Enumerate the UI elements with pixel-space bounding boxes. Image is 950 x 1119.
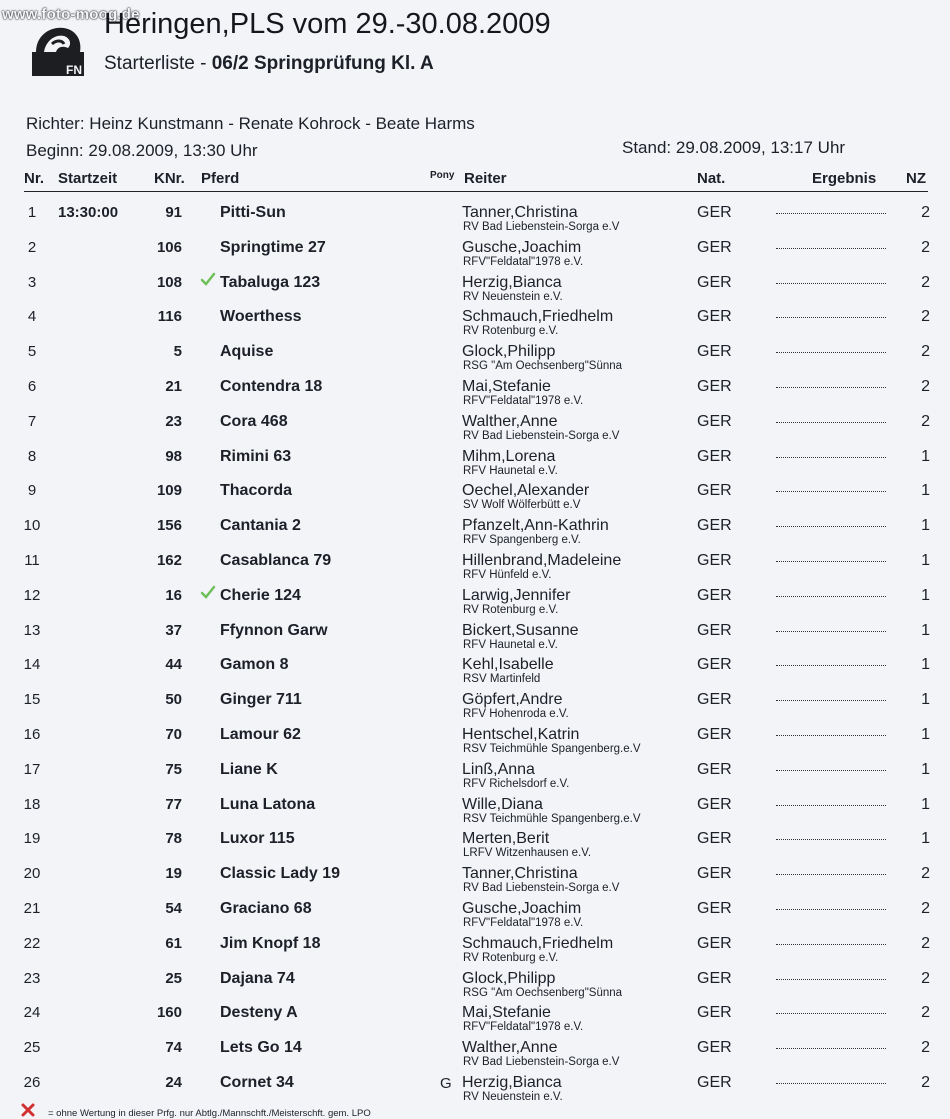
row-ergebnis-blank [776, 1013, 886, 1014]
row-horse: Contendra 18 [220, 378, 323, 395]
row-rider: Schmauch,Friedhelm [462, 934, 614, 952]
row-nat: GER [697, 760, 732, 778]
row-nr: 3 [27, 273, 37, 291]
row-horse: Jim Knopf 18 [220, 934, 321, 952]
row-knr: 116 [157, 308, 182, 326]
row-nz: 2 [921, 934, 930, 952]
row-nz: 2 [921, 273, 930, 291]
row-club: RFV"Feldatal"1978 e.V. [463, 917, 584, 929]
row-nat: GER [697, 900, 732, 917]
row-nat: GER [697, 517, 732, 535]
row-ergebnis-blank [776, 283, 886, 284]
table-row [0, 830, 950, 864]
row-knr: 5 [173, 343, 182, 361]
table-row [0, 552, 950, 586]
row-nz: 2 [921, 378, 930, 395]
footer-note: = ohne Wertung in dieser Prfg. nur Abtlg./Mannschft./Meisterschft. gem. LPO [48, 1108, 371, 1119]
row-club: RSG "Am Oechsenberg"Sünna [463, 360, 623, 373]
row-nat: GER [697, 726, 732, 743]
row-club: RV Rotenburg e.V. [463, 603, 559, 616]
judges-line: Richter: Heinz Kunstmann - Renate Kohrock - Beate Harms [26, 114, 475, 133]
row-knr: 44 [165, 656, 182, 674]
row-knr: 25 [165, 969, 182, 987]
row-nz: 2 [921, 238, 930, 256]
row-club: RFV"Feldatal"1978 e.V. [463, 255, 584, 268]
row-nz: 1 [921, 830, 930, 848]
row-rider: Merten,Berit [462, 830, 550, 848]
row-club: RV Bad Liebenstein-Sorga e.V [463, 882, 620, 895]
row-horse: Liane K [220, 760, 278, 778]
row-knr: 16 [165, 586, 182, 604]
row-nat: GER [697, 308, 732, 326]
row-nz: 1 [921, 691, 930, 709]
row-nat: GER [697, 552, 732, 569]
row-club: RFV Hünfeld e.V. [463, 569, 552, 581]
row-nr: 13 [23, 621, 41, 639]
row-nr: 16 [23, 726, 41, 743]
table-row [0, 343, 950, 377]
row-nr: 25 [23, 1039, 41, 1057]
row-horse: Tabaluga 123 [220, 273, 321, 291]
row-knr: 19 [165, 865, 182, 883]
row-horse: Casablanca 79 [220, 552, 332, 569]
table-row [0, 204, 950, 238]
row-club: RFV Haunetal e.V. [463, 464, 558, 477]
row-nat: GER [697, 586, 732, 604]
row-nat: GER [697, 343, 732, 361]
row-nz: 2 [921, 1074, 930, 1091]
row-rider: Gusche,Joachim [462, 238, 582, 256]
table-row [0, 482, 950, 516]
row-horse: Cherie 124 [220, 586, 301, 604]
row-rider: Tanner,Christina [462, 204, 578, 221]
row-horse: Cora 468 [220, 412, 288, 430]
row-horse: Desteny A [220, 1004, 298, 1022]
row-horse: Pitti-Sun [220, 204, 286, 221]
row-ergebnis-blank [776, 596, 886, 597]
row-club: RSV Teichmühle Spangenberg.e.V [463, 743, 641, 755]
row-club: RFV Haunetal e.V. [463, 638, 558, 651]
row-ergebnis-blank [776, 909, 886, 910]
row-rider: Mai,Stefanie [462, 378, 551, 395]
row-club: RV Neuenstein e.V. [463, 290, 563, 303]
row-nr: 20 [23, 865, 41, 883]
row-nat: GER [697, 934, 732, 952]
col-header-nz: NZ [906, 170, 926, 187]
row-club: RSG "Am Oechsenberg"Sünna [463, 986, 623, 999]
row-knr: 75 [165, 760, 182, 778]
table-row [0, 587, 950, 621]
row-horse: Luna Latona [220, 795, 316, 813]
row-nr: 22 [23, 934, 41, 952]
row-nat: GER [697, 378, 732, 395]
row-nat: GER [697, 412, 732, 430]
table-row [0, 935, 950, 969]
row-knr: 160 [156, 1004, 182, 1022]
row-club: RSV Teichmühle Spangenberg.e.V [463, 812, 641, 825]
row-ergebnis-blank [776, 979, 886, 980]
row-horse: Cornet 34 [220, 1074, 294, 1091]
row-nr: 24 [23, 1004, 41, 1022]
row-nz: 2 [921, 865, 930, 883]
row-nr: 15 [23, 691, 41, 709]
row-knr: 70 [165, 726, 182, 743]
row-nz: 1 [921, 586, 930, 604]
row-nat: GER [697, 969, 732, 987]
table-row [0, 308, 950, 342]
row-nr: 9 [27, 482, 37, 500]
row-nr: 7 [27, 412, 37, 430]
row-ergebnis-blank [776, 665, 886, 666]
row-nz: 2 [921, 900, 930, 917]
row-nat: GER [697, 273, 732, 291]
col-header-ergebnis: Ergebnis [812, 170, 877, 187]
begin-line: Beginn: 29.08.2009, 13:30 Uhr [26, 141, 258, 160]
row-nz: 2 [921, 969, 930, 987]
table-row [0, 970, 950, 1004]
row-ergebnis-blank [776, 248, 886, 249]
row-nat: GER [697, 830, 732, 848]
checkmark-icon [200, 584, 216, 600]
table-row [0, 413, 950, 447]
row-horse: Lamour 62 [220, 726, 301, 743]
row-horse: Ffynnon Garw [220, 621, 328, 639]
row-ergebnis-blank [776, 457, 886, 458]
table-row [0, 1074, 950, 1108]
row-nr: 18 [23, 795, 41, 813]
row-nr: 8 [27, 447, 37, 465]
row-knr: 21 [165, 378, 182, 395]
row-nz: 2 [921, 204, 930, 221]
table-row [0, 448, 950, 482]
row-ergebnis-blank [776, 352, 886, 353]
table-row [0, 796, 950, 830]
row-rider: Glock,Philipp [462, 343, 556, 361]
row-knr: 61 [165, 934, 182, 952]
table-row [0, 761, 950, 795]
row-rider: Pfanzelt,Ann-Kathrin [462, 517, 609, 535]
table-row [0, 378, 950, 412]
table-row [0, 239, 950, 273]
row-rider: Walther,Anne [462, 1039, 558, 1057]
row-ergebnis-blank [776, 631, 886, 632]
row-knr: 24 [165, 1074, 182, 1091]
row-nat: GER [697, 691, 732, 709]
col-header-nat: Nat. [697, 170, 726, 187]
row-nat: GER [697, 482, 732, 500]
row-nr: 19 [23, 830, 41, 848]
competition-name: 06/2 Springprüfung Kl. A [211, 53, 434, 74]
row-rider: Larwig,Jennifer [462, 586, 571, 604]
row-nr: 12 [23, 586, 41, 604]
row-rider: Linß,Anna [462, 760, 535, 778]
row-rider: Tanner,Christina [462, 865, 578, 883]
row-rider: Bickert,Susanne [462, 621, 579, 639]
row-nz: 1 [921, 726, 930, 743]
row-ergebnis-blank [776, 491, 886, 492]
row-nz: 1 [921, 795, 930, 813]
row-club: LRFV Witzenhausen e.V. [463, 847, 592, 860]
row-nz: 1 [921, 552, 930, 569]
col-header-reiter: Reiter [464, 170, 507, 187]
row-horse: Woerthess [220, 308, 302, 326]
row-club: RV Rotenburg e.V. [463, 951, 559, 964]
row-nat: GER [697, 1039, 732, 1057]
table-row [0, 517, 950, 551]
row-nz: 2 [921, 1039, 930, 1057]
table-row [0, 1039, 950, 1073]
row-rider: Gusche,Joachim [462, 900, 582, 917]
row-knr: 109 [156, 482, 182, 500]
row-rider: Oechel,Alexander [462, 482, 590, 500]
row-horse: Gamon 8 [220, 656, 289, 674]
row-ergebnis-blank [776, 770, 886, 771]
row-nz: 1 [921, 447, 930, 465]
row-rider: Herzig,Bianca [462, 1074, 562, 1091]
row-knr: 91 [165, 204, 182, 221]
row-nz: 1 [921, 482, 930, 500]
row-rider: Herzig,Bianca [462, 273, 562, 291]
row-club: RFV"Feldatal"1978 e.V. [463, 1021, 584, 1034]
row-nr: 17 [23, 760, 41, 778]
row-nz: 1 [921, 760, 930, 778]
row-club: RV Bad Liebenstein-Sorga e.V [463, 429, 620, 442]
row-knr: 23 [165, 412, 182, 430]
row-horse: Aquise [220, 343, 274, 361]
row-nr: 11 [24, 552, 40, 569]
col-header-nr: Nr. [24, 170, 45, 187]
row-rider: Kehl,Isabelle [462, 656, 554, 674]
row-knr: 74 [165, 1039, 182, 1057]
row-ergebnis-blank [776, 700, 886, 701]
row-ergebnis-blank [776, 944, 886, 945]
table-row [0, 865, 950, 899]
table-row [0, 691, 950, 725]
row-nr: 26 [23, 1074, 41, 1091]
row-horse: Luxor 115 [220, 830, 295, 848]
row-nr: 21 [23, 900, 41, 917]
row-nr: 6 [27, 378, 37, 395]
table-row [0, 656, 950, 690]
row-knr: 50 [165, 691, 182, 709]
row-rider: Göpfert,Andre [462, 691, 563, 709]
col-header-startzeit: Startzeit [58, 170, 118, 187]
cross-icon [20, 1102, 36, 1118]
row-knr: 98 [165, 447, 182, 465]
row-knr: 37 [165, 621, 182, 639]
row-club: RSV Martinfeld [463, 673, 541, 686]
row-horse: Classic Lady 19 [220, 865, 341, 883]
row-ergebnis-blank [776, 874, 886, 875]
row-pony: G [440, 1075, 452, 1092]
row-horse: Rimini 63 [220, 447, 292, 465]
row-nr: 14 [23, 656, 41, 674]
row-nr: 23 [23, 969, 41, 987]
table-row [0, 1004, 950, 1038]
table-row [0, 622, 950, 656]
row-rider: Glock,Philipp [462, 969, 556, 987]
page-title: Heringen,PLS vom 29.-30.08.2009 [104, 8, 551, 40]
row-rider: Mihm,Lorena [462, 447, 556, 465]
row-nz: 2 [921, 412, 930, 430]
row-rider: Mai,Stefanie [462, 1004, 551, 1022]
row-horse: Springtime 27 [220, 238, 326, 256]
row-nat: GER [697, 656, 732, 674]
row-club: SV Wolf Wölferbütt e.V [463, 499, 581, 512]
stand-line: Stand: 29.08.2009, 13:17 Uhr [622, 138, 846, 157]
row-knr: 77 [165, 795, 182, 813]
row-club: RFV Richelsdorf e.V. [463, 777, 570, 790]
row-club: RV Rotenburg e.V. [463, 325, 559, 338]
col-header-knr: KNr. [154, 170, 185, 187]
watermark: www.foto-moog.de [2, 6, 140, 23]
row-ergebnis-blank [776, 387, 886, 388]
row-ergebnis-blank [776, 1083, 886, 1084]
row-ergebnis-blank [776, 317, 886, 318]
row-rider: Schmauch,Friedhelm [462, 308, 614, 326]
row-ergebnis-blank [776, 1048, 886, 1049]
logo-text: FN [66, 63, 82, 77]
row-rider: Walther,Anne [462, 412, 558, 430]
row-nat: GER [697, 447, 732, 465]
row-nz: 2 [921, 1004, 930, 1022]
row-nr: 4 [27, 308, 37, 326]
row-startzeit: 13:30:00 [58, 204, 119, 221]
row-knr: 106 [156, 238, 182, 256]
row-nz: 1 [921, 656, 930, 674]
row-knr: 156 [156, 517, 182, 535]
row-club: RFV"Feldatal"1978 e.V. [463, 395, 584, 407]
row-nz: 1 [921, 517, 930, 535]
row-ergebnis-blank [776, 526, 886, 527]
row-knr: 54 [165, 900, 182, 917]
row-nat: GER [697, 1074, 732, 1091]
row-rider: Hillenbrand,Madeleine [462, 552, 622, 569]
row-knr: 78 [165, 830, 182, 848]
row-knr: 108 [156, 273, 182, 291]
row-horse: Graciano 68 [220, 900, 312, 917]
row-horse: Ginger 711 [220, 691, 302, 709]
row-rider: Hentschel,Katrin [462, 726, 580, 743]
row-nz: 1 [921, 621, 930, 639]
row-nr: 2 [27, 238, 37, 256]
row-ergebnis-blank [776, 213, 886, 214]
row-nr: 1 [27, 204, 37, 221]
row-horse: Cantania 2 [220, 517, 301, 535]
row-nr: 5 [27, 343, 37, 361]
row-nat: GER [697, 865, 732, 883]
table-row [0, 726, 950, 760]
row-nr: 10 [23, 517, 41, 535]
table-row [0, 274, 950, 308]
row-nz: 2 [921, 308, 930, 326]
row-knr: 162 [156, 552, 182, 569]
row-ergebnis-blank [776, 422, 886, 423]
row-nat: GER [697, 204, 732, 221]
row-club: RFV Hohenroda e.V. [463, 708, 569, 721]
row-club: RV Bad Liebenstein-Sorga e.V [463, 1056, 620, 1069]
table-row [0, 900, 950, 934]
row-horse: Lets Go 14 [220, 1039, 302, 1057]
row-nat: GER [697, 1004, 732, 1022]
row-nz: 2 [921, 343, 930, 361]
row-nat: GER [697, 795, 732, 813]
row-club: RV Neuenstein e.V. [463, 1091, 563, 1103]
row-horse: Dajana 74 [220, 969, 295, 987]
row-nat: GER [697, 238, 732, 256]
row-horse: Thacorda [220, 482, 293, 500]
col-header-pferd: Pferd [201, 170, 240, 187]
row-club: RV Bad Liebenstein-Sorga e.V [463, 221, 620, 233]
row-club: RFV Spangenberg e.V. [463, 534, 581, 547]
row-ergebnis-blank [776, 839, 886, 840]
row-nat: GER [697, 621, 732, 639]
row-ergebnis-blank [776, 805, 886, 806]
checkmark-icon [200, 271, 216, 287]
subtitle-prefix: Starterliste - [104, 53, 212, 74]
row-ergebnis-blank [776, 735, 886, 736]
col-header-pony: Pony [430, 170, 455, 181]
row-ergebnis-blank [776, 561, 886, 562]
row-rider: Wille,Diana [462, 795, 543, 813]
